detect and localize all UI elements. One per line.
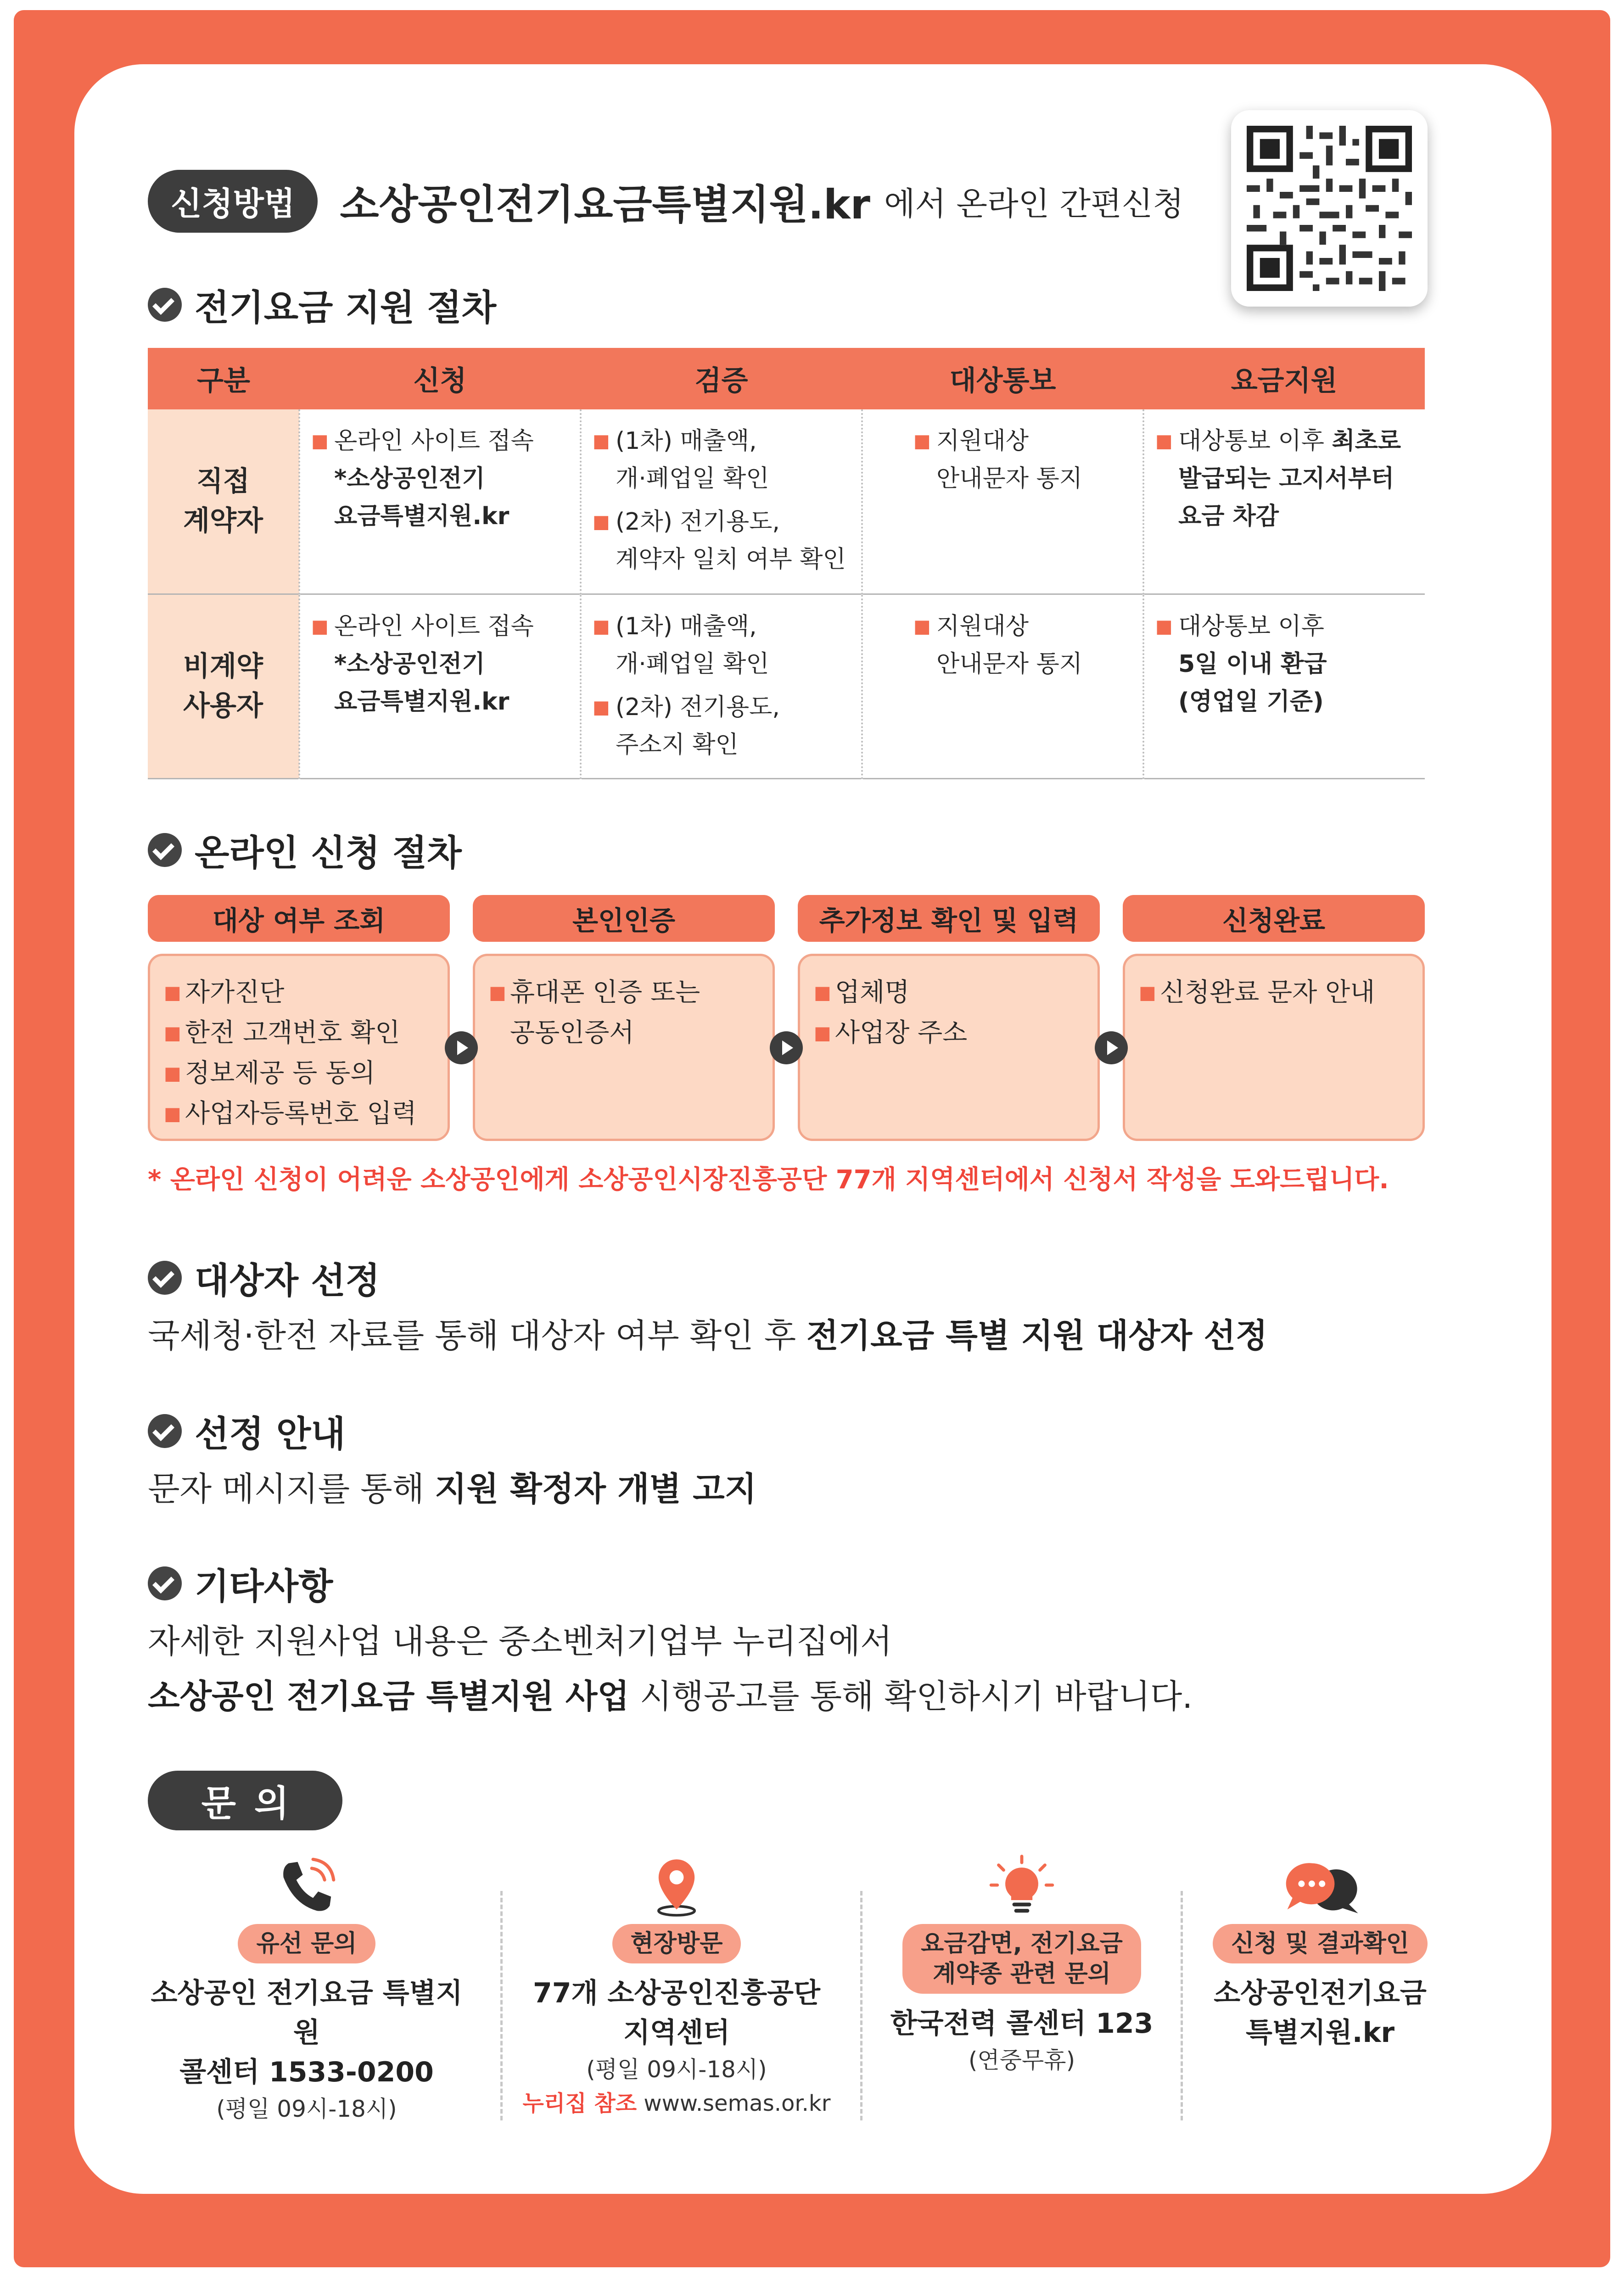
qr-code-icon[interactable] bbox=[1231, 110, 1428, 307]
section-notice-heading bbox=[148, 1405, 346, 1457]
notice-text: 문자 메시지를 통해 지원 확정자 개별 고지 bbox=[148, 1470, 757, 1508]
lightbulb-icon bbox=[987, 1854, 1056, 1918]
section-title: 기타사항 bbox=[195, 1566, 333, 1607]
contact-hours: (평일 09시-18시) bbox=[586, 2056, 767, 2083]
section-title: 대상자 선정 bbox=[195, 1260, 380, 1302]
section-online-procedure-heading bbox=[148, 824, 462, 876]
step-title: 신청완료 bbox=[1123, 895, 1425, 942]
check-icon bbox=[148, 1566, 182, 1600]
section-etc-heading bbox=[148, 1558, 333, 1609]
arrow-right-icon bbox=[770, 1031, 803, 1064]
contact-hours: (연중무휴) bbox=[968, 2047, 1075, 2074]
step-title: 대상 여부 조회 bbox=[148, 895, 450, 942]
column-header: 구분 bbox=[148, 348, 299, 409]
column-header: 신청 bbox=[299, 348, 581, 409]
row-header: 직접 계약자 bbox=[148, 409, 299, 594]
step-box-complete: ■ 신청완료 문자 안내 bbox=[1123, 954, 1425, 1141]
step-box-identity: ■ 휴대폰 인증 또는 공동인증서 bbox=[473, 954, 775, 1141]
contact-divider bbox=[500, 1891, 503, 2120]
contact-online bbox=[1159, 1854, 1481, 2052]
contact-main[interactable]: 소상공인전기요금 특별지원.kr bbox=[1214, 1977, 1427, 2049]
section-title: 선정 안내 bbox=[195, 1414, 346, 1455]
contact-website[interactable]: 누리집 참조 www.semas.or.kr bbox=[522, 2091, 831, 2116]
contact-label: 요금감면, 전기요금 계약종 관련 문의 bbox=[902, 1924, 1141, 1994]
cell-verify: ■ (1차) 매출액, 개·폐업일 확인 ■ (2차) 전기용도, 계약자 일치 여부 확인 bbox=[581, 409, 862, 594]
etc-text-line1: 자세한 지원사업 내용은 중소벤처기업부 누리집에서 bbox=[148, 1622, 892, 1661]
contact-label: 신청 및 결과확인 bbox=[1213, 1924, 1428, 1963]
column-header: 요금지원 bbox=[1143, 348, 1425, 409]
section-support-procedure-heading bbox=[148, 279, 496, 330]
column-header: 검증 bbox=[581, 348, 862, 409]
contact-main: 77개 소상공인진흥공단 지역센터 bbox=[532, 1977, 821, 2049]
check-icon bbox=[148, 288, 182, 322]
check-icon bbox=[148, 1261, 182, 1295]
step-box-additional-info: ■ 업체명 ■ 사업장 주소 bbox=[798, 954, 1100, 1141]
apply-method-row bbox=[148, 170, 1184, 233]
cell-support: ■ 대상통보 이후 5일 이내 환급 (영업일 기준) bbox=[1143, 594, 1425, 778]
cell-verify: ■ (1차) 매출액, 개·폐업일 확인 ■ (2차) 전기용도, 주소지 확인 bbox=[581, 594, 862, 778]
arrow-right-icon bbox=[445, 1031, 478, 1064]
section-selection-heading bbox=[148, 1252, 380, 1303]
cell-support: ■ 대상통보 이후 최초로 발급되는 고지서부터 요금 차감 bbox=[1143, 409, 1425, 594]
contact-main: 소상공인 전기요금 특별지원 콜센터 1533-0200 bbox=[151, 1977, 463, 2088]
apply-method-pill: 신청방법 bbox=[148, 170, 318, 233]
contact-main: 한국전력 콜센터 123 bbox=[890, 2008, 1154, 2040]
cell-notice: ■ 지원대상 안내문자 통지 bbox=[862, 594, 1143, 778]
arrow-right-icon bbox=[1095, 1031, 1128, 1064]
step-title: 추가정보 확인 및 입력 bbox=[798, 895, 1100, 942]
selection-text: 국세청·한전 자료를 통해 대상자 여부 확인 후 전기요금 특별 지원 대상자 선정 bbox=[148, 1316, 1268, 1355]
contact-visit bbox=[516, 1854, 837, 2120]
check-icon bbox=[148, 1414, 182, 1448]
contact-pill: 문의 bbox=[148, 1771, 342, 1830]
cell-notice: ■ 지원대상 안내문자 통지 bbox=[862, 409, 1143, 594]
etc-text-line2: 소상공인 전기요금 특별지원 사업 시행공고를 통해 확인하시기 바랍니다. bbox=[148, 1677, 1193, 1716]
apply-site-name[interactable]: 소상공인전기요금특별지원.kr bbox=[340, 180, 870, 228]
contact-label: 유선 문의 bbox=[238, 1924, 375, 1963]
column-header: 대상통보 bbox=[862, 348, 1143, 409]
table-row bbox=[148, 409, 1425, 594]
row-header: 비계약 사용자 bbox=[148, 594, 299, 778]
table-row bbox=[148, 594, 1425, 778]
check-icon bbox=[148, 833, 182, 867]
support-procedure-table bbox=[148, 348, 1425, 779]
apply-method-text: 에서 온라인 간편신청 bbox=[884, 185, 1184, 223]
step-title: 본인인증 bbox=[473, 895, 775, 942]
contact-label: 현장방문 bbox=[612, 1924, 741, 1963]
section-title: 온라인 신청 절차 bbox=[195, 833, 462, 874]
chat-bubbles-icon bbox=[1277, 1854, 1364, 1918]
cell-apply: ■ 온라인 사이트 접속 *소상공인전기 요금특별지원.kr bbox=[299, 409, 581, 594]
table-header-row bbox=[148, 348, 1425, 409]
contact-kepco bbox=[861, 1854, 1182, 2077]
step-box-eligibility: ■ 자가진단 ■ 한전 고객번호 확인 ■ 정보제공 등 동의 ■ 사업자등록번호 입력 bbox=[148, 954, 450, 1141]
section-title: 전기요금 지원 절차 bbox=[195, 287, 497, 329]
cell-apply: ■ 온라인 사이트 접속 *소상공인전기 요금특별지원.kr bbox=[299, 594, 581, 778]
location-pin-icon bbox=[644, 1854, 709, 1918]
assistance-note: * 온라인 신청이 어려운 소상공인에게 소상공인시장진흥공단 77개 지역센터에서 신청서 작성을 도와드립니다. bbox=[148, 1165, 1389, 1195]
contact-phone bbox=[146, 1854, 467, 2126]
phone-icon bbox=[274, 1854, 339, 1918]
contact-hours: (평일 09시-18시) bbox=[216, 2096, 397, 2122]
